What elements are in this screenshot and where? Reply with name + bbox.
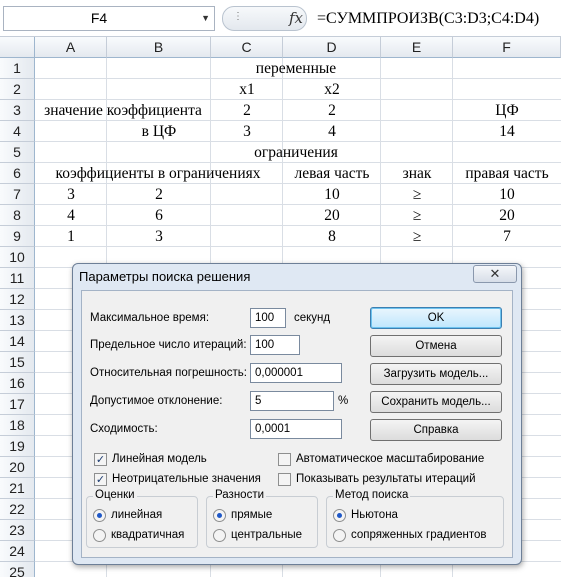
estimates-group (86, 489, 198, 548)
cell-d7[interactable]: 10 (324, 186, 340, 203)
column-header-e[interactable]: E (381, 37, 453, 58)
row-header-22[interactable]: 22 (0, 499, 35, 520)
row-header-16[interactable]: 16 (0, 373, 35, 394)
load-model-button[interactable]: Загрузить модель... (370, 363, 502, 385)
row-header-21[interactable]: 21 (0, 478, 35, 499)
cell-a7[interactable]: 3 (67, 186, 75, 203)
search-method-group (326, 489, 504, 548)
row-header-10[interactable]: 10 (0, 247, 35, 268)
row-header-17[interactable]: 17 (0, 394, 35, 415)
max-time-label: Максимальное время: (90, 312, 210, 324)
precision-field[interactable]: 0,000001 (250, 363, 342, 383)
formula-input[interactable]: =СУММПРОИЗВ(C3:D3;C4:D4) (317, 10, 540, 27)
column-header-d[interactable]: D (283, 37, 381, 58)
estimates-quadratic-label: квадратичная (111, 529, 185, 541)
auto-scaling-label: Автоматическое масштабирование (296, 453, 485, 465)
derivatives-central-label: центральные (231, 529, 302, 541)
max-time-field[interactable]: 100 (250, 308, 286, 328)
row-header-11[interactable]: 11 (0, 268, 35, 289)
insert-function-icon[interactable]: fx (289, 9, 304, 27)
row-header-4[interactable]: 4 (0, 121, 35, 142)
formula-buttons (222, 6, 307, 31)
column-header-f[interactable]: F (453, 37, 561, 58)
close-button[interactable]: ✕ (473, 265, 517, 283)
linear-model-checkbox[interactable]: ✓ (95, 453, 106, 466)
auto-scaling-checkbox[interactable] (278, 453, 291, 466)
convergence-label: Сходимость: (90, 423, 158, 435)
iterations-label: Предельное число итераций: (90, 339, 247, 351)
cell-e8[interactable]: ≥ (412, 207, 422, 224)
row-header-6[interactable]: 6 (0, 163, 35, 184)
cell-a6[interactable]: коэффициенты в ограничениях (55, 165, 261, 182)
row-header-24[interactable]: 24 (0, 541, 35, 562)
cell-c4[interactable]: 3 (243, 123, 251, 140)
row-header-15[interactable]: 15 (0, 352, 35, 373)
cell-b7[interactable]: 2 (155, 186, 163, 203)
solver-options-dialog (72, 263, 522, 565)
cell-d2[interactable]: x2 (324, 81, 340, 98)
cell-a9[interactable]: 1 (67, 228, 75, 245)
cancel-button[interactable]: Отмена (370, 335, 502, 357)
cell-e6[interactable]: знак (402, 165, 432, 182)
ok-button[interactable]: OK (370, 307, 502, 329)
row-header-25[interactable]: 25 (0, 562, 35, 577)
derivatives-group (206, 489, 318, 548)
iterations-field[interactable]: 100 (250, 335, 300, 355)
linear-model-label: Линейная модель (112, 453, 207, 465)
show-iterations-checkbox[interactable] (278, 473, 291, 486)
row-header-23[interactable]: 23 (0, 520, 35, 541)
derivatives-central-radio[interactable] (213, 529, 226, 542)
row-header-9[interactable]: 9 (0, 226, 35, 247)
grip-icon: ⋮ (233, 11, 242, 22)
row-header-13[interactable]: 13 (0, 310, 35, 331)
cell-f7[interactable]: 10 (499, 186, 515, 203)
row-header-5[interactable]: 5 (0, 142, 35, 163)
search-method-title: Метод поиска (335, 489, 409, 501)
cell-f8[interactable]: 20 (499, 207, 515, 224)
search-newton-label: Ньютона (351, 509, 398, 521)
estimates-linear-radio[interactable] (93, 509, 106, 522)
column-header-c[interactable]: C (211, 37, 283, 58)
row-header-12[interactable]: 12 (0, 289, 35, 310)
name-box-value: F4 (90, 10, 108, 26)
derivatives-forward-radio[interactable] (213, 509, 226, 522)
row-header-1[interactable]: 1 (0, 58, 35, 79)
cell-f4[interactable]: 14 (499, 123, 515, 140)
chevron-down-icon[interactable]: ▼ (201, 13, 210, 23)
row-header-14[interactable]: 14 (0, 331, 35, 352)
cell-d3[interactable]: 2 (328, 102, 336, 119)
cell-b8[interactable]: 6 (155, 207, 163, 224)
cell-f3[interactable]: ЦФ (495, 102, 519, 119)
row-header-7[interactable]: 7 (0, 184, 35, 205)
cell-d9[interactable]: 8 (328, 228, 336, 245)
column-header-a[interactable]: A (35, 37, 107, 58)
row-header-2[interactable]: 2 (0, 79, 35, 100)
row-header-19[interactable]: 19 (0, 436, 35, 457)
search-newton-radio[interactable] (333, 509, 346, 522)
help-button[interactable]: Справка (370, 419, 502, 441)
dialog-body (81, 290, 513, 558)
row-header-20[interactable]: 20 (0, 457, 35, 478)
precision-label: Относительная погрешность: (90, 367, 247, 379)
cell-c2[interactable]: x1 (239, 81, 255, 98)
derivatives-forward-label: прямые (231, 509, 273, 521)
column-header-b[interactable]: B (107, 37, 211, 58)
nonnegative-label: Неотрицательные значения (112, 473, 261, 485)
cell-a8[interactable]: 4 (67, 207, 75, 224)
cell-e7[interactable]: ≥ (412, 186, 422, 203)
derivatives-title: Разности (215, 489, 265, 501)
estimates-quadratic-radio[interactable] (93, 529, 106, 542)
cell-d8[interactable]: 20 (324, 207, 340, 224)
save-model-button[interactable]: Сохранить модель... (370, 391, 502, 413)
row-header-8[interactable]: 8 (0, 205, 35, 226)
estimates-linear-label: линейная (111, 509, 163, 521)
cell-f6[interactable]: правая часть (465, 165, 549, 182)
cell-a3[interactable]: значение коэффициента (44, 102, 202, 119)
cell-b4[interactable]: в ЦФ (141, 123, 177, 140)
cell-c3[interactable]: 2 (243, 102, 251, 119)
cell-d6[interactable]: левая часть (294, 165, 370, 182)
nonnegative-checkbox[interactable]: ✓ (95, 473, 106, 486)
show-iterations-label: Показывать результаты итераций (296, 473, 476, 485)
tolerance-unit: % (338, 395, 349, 407)
cell-f9[interactable]: 7 (503, 228, 511, 245)
select-all-corner[interactable] (0, 37, 35, 58)
estimates-title: Оценки (95, 489, 135, 501)
row-header-3[interactable]: 3 (0, 100, 35, 121)
convergence-field[interactable]: 0,0001 (250, 419, 342, 439)
cell-d4[interactable]: 4 (328, 123, 336, 140)
tolerance-label: Допустимое отклонение: (90, 395, 223, 407)
search-conjugate-radio[interactable] (333, 529, 346, 542)
tolerance-field[interactable]: 5 (250, 391, 334, 411)
cell-c5[interactable]: ограничения (254, 144, 338, 161)
cell-c1[interactable]: переменные (255, 60, 337, 77)
cell-b9[interactable]: 3 (155, 228, 163, 245)
search-conjugate-label: сопряженных градиентов (351, 529, 487, 541)
formula-bar (0, 0, 561, 37)
dialog-title: Параметры поиска решения (79, 269, 251, 284)
row-header-18[interactable]: 18 (0, 415, 35, 436)
name-box[interactable] (3, 6, 215, 31)
cell-e9[interactable]: ≥ (412, 228, 422, 245)
max-time-unit: секунд (294, 312, 331, 324)
